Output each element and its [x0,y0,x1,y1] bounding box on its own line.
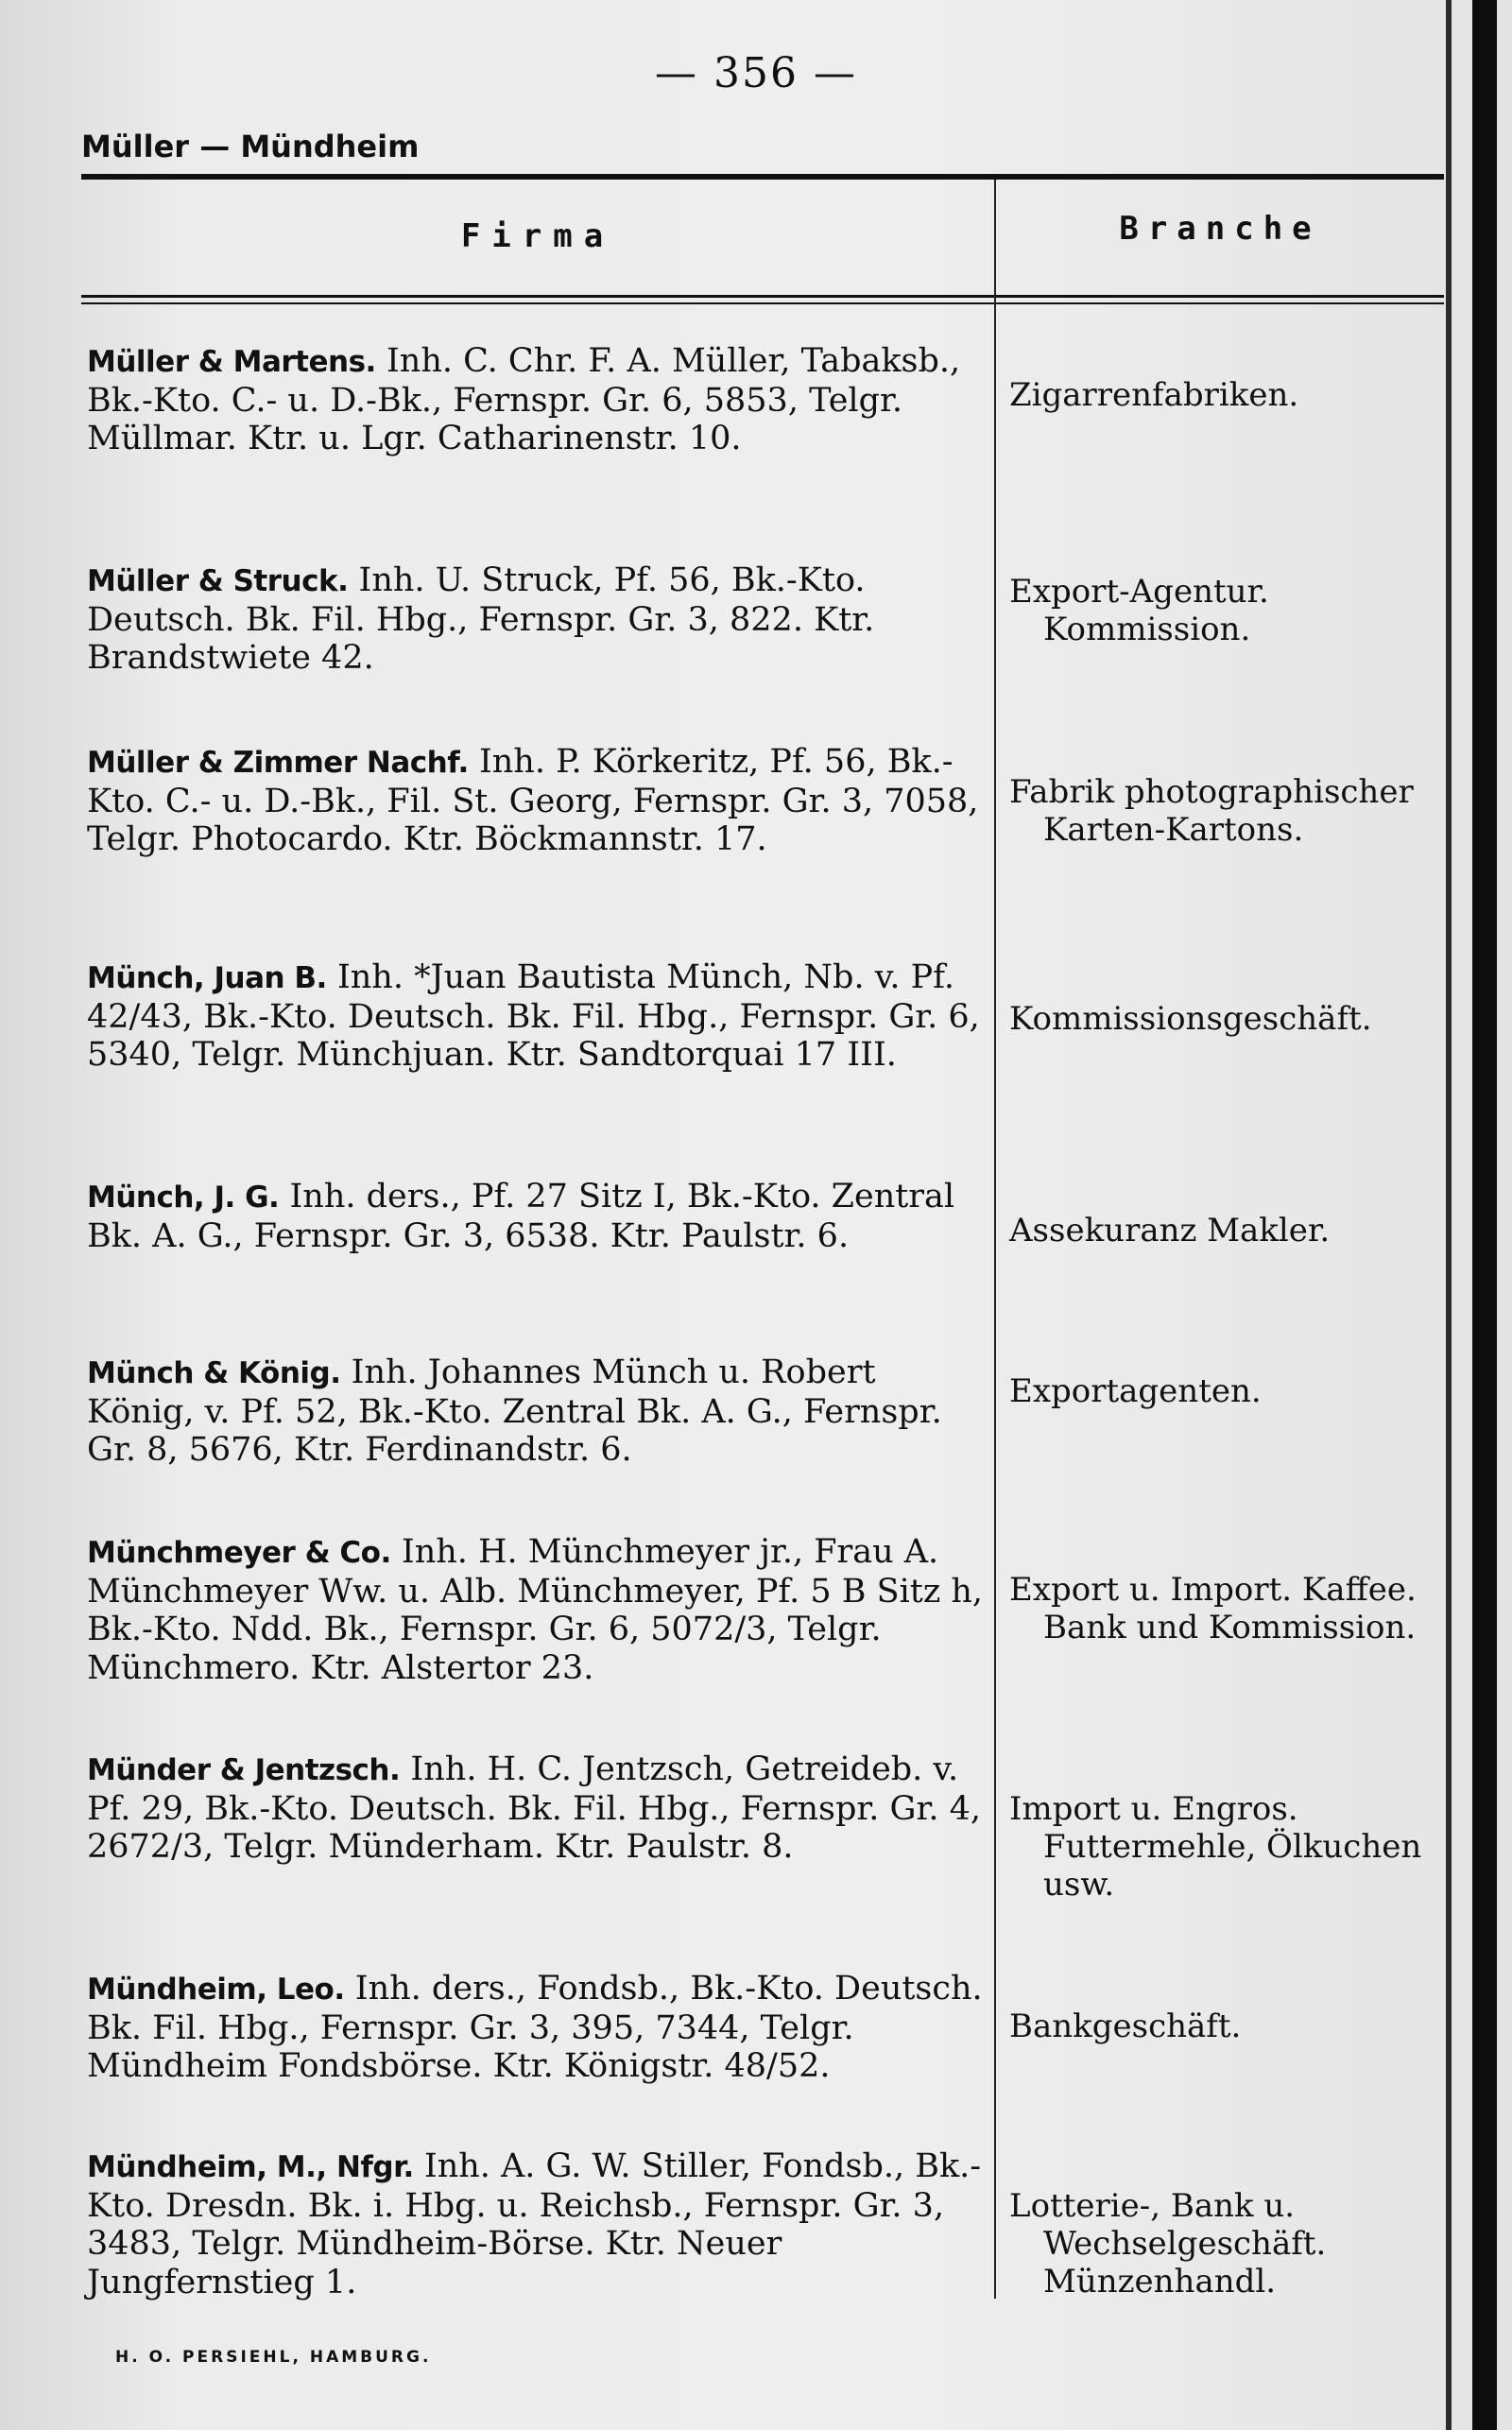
firm-details: Inh. A. G. W. Stiller, Fondsb., Bk.-Kto. Dresdn. Bk. i. Hbg. u. Reichsb., Fernspr. Gr. 3, 3483, Telgr. Mündheim-Börse. Ktr. Neuer Jungfernstieg 1. [87,2147,982,2301]
column-header-branche: Branche [1119,210,1321,248]
header-double-rule-bottom [81,302,1444,304]
firm-name: Münch, Juan B. [87,961,327,995]
firm-name: Mündheim, Leo. [87,1973,345,2007]
firm-details: Inh. U. Struck, Pf. 56, Bk.-Kto. Deutsch. Bk. Fil. Hbg., Fernspr. Gr. 3, 822. Ktr. Brandstwiete 42. [87,561,875,677]
page-edge-border [1472,0,1497,2430]
firm-name: Müller & Martens. [87,345,376,379]
column-divider [994,180,996,2299]
column-header-firma: Firma [460,217,615,255]
page-number: — 356 — [655,49,857,97]
entry-firm [87,1970,987,2086]
running-head: Müller — Mündheim [81,129,420,164]
entry-branche: Kommissionsgeschäft. [1009,1000,1372,1038]
firm-details: Inh. C. Chr. F. A. Müller, Tabaksb., Bk.-Kto. C.- u. D.-Bk., Fernspr. Gr. 6, 5853, Telgr. Müllmar. Ktr. u. Lgr. Catharinenstr. 10. [87,342,961,457]
entry-branche: Exportagenten. [1009,1372,1262,1410]
entry-firm [87,743,987,859]
entry-branche: Export u. Import. Kaffee. Bank und Kommission. [1009,1571,1417,1646]
printer-imprint: H. O. PERSIEHL, HAMBURG. [115,2348,432,2367]
entry-firm [87,342,987,458]
firm-details: Inh. ders., Pf. 27 Sitz I, Bk.-Kto. Zentral Bk. A. G., Fernspr. Gr. 3, 6538. Ktr. Paulstr. 6. [87,1178,955,1255]
entry-firm [87,1178,987,1255]
firm-details: Inh. P. Körkeritz, Pf. 56, Bk.-Kto. C.- u. D.-Bk., Fil. St. Georg, Fernspr. Gr. 3, 7058, Telgr. Photocardo. Ktr. Böckmannstr. 17. [87,743,979,858]
entry-firm [87,561,987,678]
firm-name: Münder & Jentzsch. [87,1753,401,1787]
firm-name: Münch, J. G. [87,1181,280,1215]
entry-branche: Export-Agentur. Kommission. [1009,573,1269,648]
firm-name: Müller & Zimmer Nachf. [87,746,469,780]
entry-firm [87,2147,987,2301]
firm-details: Inh. ders., Fondsb., Bk.-Kto. Deutsch. Bk. Fil. Hbg., Fernspr. Gr. 3, 395, 7344, Telgr. Mündheim Fondsbörse. Ktr. Königstr. 48/52. [87,1970,983,2085]
firm-name: Mündheim, M., Nfgr. [87,2150,414,2184]
firm-name: Münch & König. [87,1356,341,1390]
firm-details: Inh. *Juan Bautista Münch, Nb. v. Pf. 42/43, Bk.-Kto. Deutsch. Bk. Fil. Hbg., Fernspr. Gr. 6, 5340, Telgr. Münchjuan. Ktr. Sandtorquai 17 III. [87,958,980,1074]
header-double-rule-top [81,295,1444,298]
firm-name: Münchmeyer & Co. [87,1536,391,1570]
firm-details: Inh. Johannes Münch u. Robert König, v. Pf. 52, Bk.-Kto. Zentral Bk. A. G., Fernspr. Gr. 8, 5676, Ktr. Ferdinandstr. 6. [87,1353,942,1469]
entry-firm [87,958,987,1075]
entry-branche: Assekuranz Makler. [1009,1212,1331,1249]
entry-branche: Lotterie-, Bank u. Wechselgeschäft. Münzenhandl. [1009,2187,1327,2301]
entry-firm [87,1750,987,1867]
header-rule [81,174,1444,180]
entry-branche: Import u. Engros. Futtermehle, Ölkuchen usw. [1009,1790,1422,1904]
firm-details: Inh. H. Münchmeyer jr., Frau A. Münchmeyer Ww. u. Alb. Münchmeyer, Pf. 5 B Sitz h, Bk.-Kto. Ndd. Bk., Fernspr. Gr. 6, 5072/3, Telgr. Münchmero. Ktr. Alstertor 23. [87,1533,984,1687]
firm-details: Inh. H. C. Jentzsch, Getreideb. v. Pf. 29, Bk.-Kto. Deutsch. Bk. Fil. Hbg., Fernspr. Gr. 4, 2672/3, Telgr. Münderham. Ktr. Paulstr. 8. [87,1750,981,1866]
entry-firm [87,1353,987,1470]
entry-branche: Zigarrenfabriken. [1009,376,1299,414]
entry-branche: Fabrik photographischer Karten-Kartons. [1009,773,1414,849]
firm-name: Müller & Struck. [87,564,349,598]
entry-firm [87,1533,987,1687]
entry-branche: Bankgeschäft. [1009,2008,1242,2045]
